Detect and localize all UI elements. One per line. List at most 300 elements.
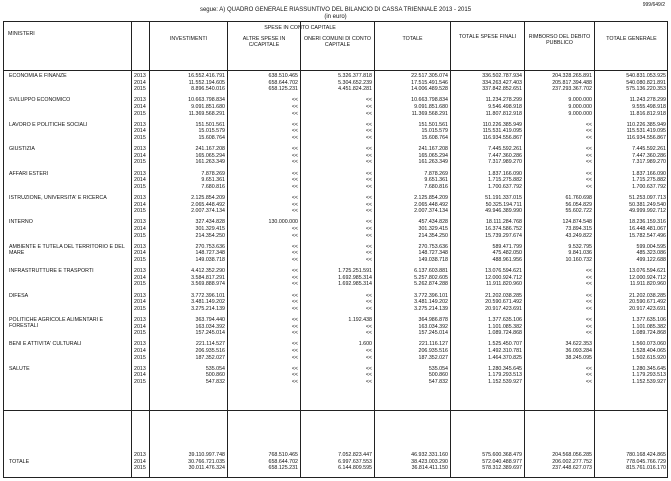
year-label: 2013: [134, 452, 146, 459]
cell-gen: 1.101.085.382: [632, 323, 666, 330]
cell-gen: 110.226.385.949: [626, 121, 666, 128]
cell-tot: 2.065.448.492: [414, 201, 448, 208]
cell-alt: <<: [291, 379, 298, 385]
cell-one: <<: [365, 195, 372, 201]
cell-rim: <<: [585, 305, 592, 312]
cell-inv: 3.584.817.291: [191, 274, 225, 281]
cell-gen: 540.831.053.925: [626, 73, 666, 79]
cell-rim: <<: [585, 183, 592, 190]
cell-alt: <<: [291, 170, 298, 177]
year-label: 2015: [134, 135, 146, 141]
cell-rim: 36.093.284: [565, 348, 592, 354]
cell-rim: <<: [585, 292, 592, 299]
header-investimenti: INVESTIMENTI: [169, 36, 208, 42]
cell-one: 1.692.985.314: [338, 281, 372, 288]
cell-rim: <<: [585, 121, 592, 128]
cell-alt: <<: [291, 128, 298, 135]
cell-inv: 15.015.579: [198, 128, 225, 135]
header-totale-spese-finali: TOTALE SPESE FINALI: [458, 34, 517, 40]
cell-inv: 301.329.415: [195, 226, 225, 232]
cell-alt: <<: [291, 195, 298, 201]
cell-tot: 5.257.802.605: [414, 274, 448, 281]
cell-one: <<: [365, 208, 372, 215]
cell-one: <<: [365, 183, 372, 190]
cell-gen: 1.152.539.927: [632, 379, 666, 385]
cell-gen: 1.560.073.060: [632, 341, 666, 348]
cell-gen: 7.447.360.286: [632, 152, 666, 159]
cell-alt: <<: [291, 177, 298, 184]
cell-gen: 1.089.724.868: [632, 330, 666, 337]
cell-alt: <<: [291, 250, 298, 257]
cell-gen: 11.243.278.299: [629, 97, 666, 104]
cell-inv: 3.569.888.974: [191, 281, 225, 288]
cell-tot: 15.608.764: [421, 135, 448, 141]
page-title: segue: A) QUADRO GENERALE RIASSUNTIVO DEL BILANCIO DI CASSA TRIENNALE 2013 - 2015: [199, 7, 472, 13]
cell-fin: 572.040.488.977: [482, 458, 522, 465]
cell-tot: 3.481.149.202: [414, 299, 448, 306]
cell-alt: <<: [291, 226, 298, 232]
cell-gen: 20.917.423.691: [629, 305, 666, 312]
cell-alt: <<: [291, 274, 298, 281]
cell-rim: 204.568.056.285: [552, 452, 592, 459]
cell-rim: <<: [585, 379, 592, 385]
year-label: 2013: [134, 97, 146, 104]
cell-fin: 20.590.671.492: [485, 299, 522, 306]
year-label: 2014: [134, 458, 146, 465]
cell-rim: <<: [585, 159, 592, 166]
cell-tot: 206.935.516: [418, 348, 448, 354]
year-label: 2013: [134, 195, 146, 201]
cell-inv: 270.753.636: [195, 243, 225, 250]
cell-tot: 9.091.851.680: [414, 104, 448, 110]
cell-gen: 1.700.637.792: [632, 183, 666, 190]
cell-gen: 49.999.992.712: [629, 208, 666, 215]
cell-alt: <<: [291, 348, 298, 354]
cell-inv: 149.038.718: [195, 257, 225, 263]
cell-tot: 11.369.568.291: [411, 110, 448, 117]
cell-gen: 9.555.498.918: [632, 104, 666, 110]
cell-one: <<: [365, 372, 372, 379]
cell-fin: 1.837.166.090: [488, 170, 522, 177]
cell-alt: <<: [291, 146, 298, 153]
cell-fin: 575.600.368.479: [482, 452, 522, 459]
cell-one: <<: [365, 354, 372, 361]
year-label: 2014: [134, 323, 146, 330]
cell-fin: 334.263.427.403: [482, 79, 522, 86]
cell-fin: 12.000.924.712: [485, 274, 522, 281]
cell-tot: 36.814.411.150: [411, 465, 448, 472]
cell-inv: 241.167.208: [195, 146, 225, 153]
cell-alt: 658.644.702: [268, 79, 298, 86]
cell-one: <<: [365, 104, 372, 110]
ministry-name: INFRASTRUTTURE E TRASPORTI: [9, 268, 94, 275]
year-label: 2014: [134, 274, 146, 281]
cell-gen: 11.911.820.960: [629, 281, 666, 288]
cell-fin: 21.202.038.285: [485, 292, 522, 299]
cell-fin: 7.447.360.286: [488, 152, 522, 159]
cell-gen: 15.782.547.496: [629, 232, 666, 239]
cell-fin: 1.089.724.868: [488, 330, 522, 337]
cell-inv: 165.065.294: [195, 152, 225, 159]
year-label: 2015: [134, 257, 146, 263]
cell-rim: <<: [585, 281, 592, 288]
cell-gen: 20.590.671.492: [629, 299, 666, 306]
cell-tot: 161.263.349: [418, 159, 448, 166]
cell-one: <<: [365, 292, 372, 299]
cell-gen: 16.448.481.067: [629, 226, 666, 232]
header-totale-generale: TOTALE GENERALE: [606, 36, 657, 42]
cell-gen: 13.076.594.621: [629, 268, 666, 275]
cell-fin: 475.482.050: [492, 250, 522, 257]
cell-one: <<: [365, 177, 372, 184]
cell-fin: 1.525.450.707: [488, 341, 522, 348]
cell-inv: 163.034.392: [195, 323, 225, 330]
cell-gen: 1.837.166.090: [632, 170, 666, 177]
cell-rim: <<: [585, 170, 592, 177]
ministry-name: SVILUPPO ECONOMICO: [9, 97, 71, 104]
cell-alt: 658.125.231: [268, 465, 298, 472]
cell-fin: 589.471.799: [492, 243, 522, 250]
cell-one: <<: [365, 243, 372, 250]
year-label: 2015: [134, 281, 146, 288]
cell-gen: 575.136.220.353: [626, 86, 666, 93]
cell-one: 1.600: [358, 341, 372, 348]
year-label: 2014: [134, 128, 146, 135]
cell-rim: 204.328.265.891: [552, 73, 592, 79]
cell-gen: 1.377.635.106: [632, 317, 666, 323]
header-rimborso: RIMBORSO DEL DEBITO PUBBLICO: [528, 34, 591, 46]
cell-alt: <<: [291, 135, 298, 141]
cell-tot: 301.329.415: [418, 226, 448, 232]
cell-tot: 3.772.396.101: [414, 292, 448, 299]
cell-one: <<: [365, 170, 372, 177]
cell-inv: 39.110.997.748: [188, 452, 225, 459]
cell-inv: 2.007.374.134: [191, 208, 225, 215]
cell-inv: 9.091.851.680: [191, 104, 225, 110]
year-label: 2014: [134, 201, 146, 208]
cell-fin: 578.312.389.697: [482, 465, 522, 472]
cell-inv: 547.832: [205, 379, 225, 385]
cell-fin: 115.531.419.095: [482, 128, 522, 135]
cell-one: <<: [365, 201, 372, 208]
cell-rim: <<: [585, 146, 592, 153]
cell-gen: 7.445.592.261: [632, 146, 666, 153]
year-label: 2014: [134, 372, 146, 379]
cell-gen: 115.531.419.095: [626, 128, 666, 135]
cell-alt: <<: [291, 305, 298, 312]
cell-one: <<: [365, 110, 372, 117]
cell-inv: 8.896.540.016: [191, 86, 225, 93]
cell-rim: <<: [585, 317, 592, 323]
ministry-name: INTERNO: [9, 219, 33, 226]
year-label: 2015: [134, 183, 146, 190]
cell-gen: 1.528.404.065: [632, 348, 666, 354]
year-label: 2015: [134, 465, 146, 472]
cell-fin: 7.445.592.261: [488, 146, 522, 153]
cell-one: <<: [365, 323, 372, 330]
cell-rim: 237.448.627.073: [552, 465, 592, 472]
cell-one: <<: [365, 365, 372, 372]
header-spese-conto-capitale: SPESE IN CONTO CAPITALE: [264, 25, 336, 31]
cell-inv: 10.663.798.834: [188, 97, 225, 104]
cell-one: <<: [365, 135, 372, 141]
cell-one: <<: [365, 97, 372, 104]
cell-inv: 9.651.361: [201, 177, 225, 184]
cell-alt: <<: [291, 299, 298, 306]
cell-tot: 457.434.828: [418, 219, 448, 226]
cell-tot: 5.262.874.288: [414, 281, 448, 288]
cell-inv: 3.275.214.139: [191, 305, 225, 312]
year-label: 2013: [134, 219, 146, 226]
cell-alt: <<: [291, 281, 298, 288]
cell-inv: 187.352.027: [195, 354, 225, 361]
ministry-name: ISTRUZIONE, UNIVERSITA' E RICERCA: [9, 195, 107, 201]
cell-rim: <<: [585, 323, 592, 330]
cell-inv: 30.011.476.324: [188, 465, 225, 472]
cell-alt: 658.644.702: [268, 458, 298, 465]
cell-gen: 485.323.086: [636, 250, 666, 257]
ministry-name: ECONOMIA E FINANZE: [9, 73, 67, 79]
cell-one: <<: [365, 128, 372, 135]
cell-alt: <<: [291, 232, 298, 239]
cell-one: 6.997.637.553: [338, 458, 372, 465]
cell-fin: 9.546.498.918: [488, 104, 522, 110]
cell-inv: 2.125.854.209: [191, 195, 225, 201]
cell-alt: <<: [291, 243, 298, 250]
ministry-name: POLITICHE AGRICOLE ALIMENTARI E FORESTALI: [9, 317, 104, 330]
ministry-name: BENI E ATTIVITA' CULTURALI: [9, 341, 82, 348]
cell-tot: 22.517.305.074: [411, 73, 448, 79]
cell-gen: 11.816.812.918: [629, 110, 666, 117]
cell-tot: 10.663.798.834: [411, 97, 448, 104]
cell-tot: 17.515.491.546: [411, 79, 448, 86]
ministry-name: GIUSTIZIA: [9, 146, 35, 153]
cell-one: <<: [365, 257, 372, 263]
cell-tot: 535.054: [428, 365, 448, 372]
cell-tot: 221.116.127: [418, 341, 448, 348]
year-label: 2014: [134, 152, 146, 159]
cell-one: 5.326.377.818: [338, 73, 372, 79]
year-label: 2014: [134, 348, 146, 354]
cell-fin: 1.179.293.513: [488, 372, 522, 379]
cell-tot: 214.354.250: [418, 232, 448, 239]
cell-gen: 1.502.615.920: [632, 354, 666, 361]
cell-gen: 499.122.688: [636, 257, 666, 263]
cell-alt: <<: [291, 268, 298, 275]
cell-gen: 12.000.924.712: [629, 274, 666, 281]
cell-alt: <<: [291, 257, 298, 263]
cell-fin: 11.807.812.918: [485, 110, 522, 117]
cell-inv: 151.501.561: [195, 121, 225, 128]
cell-fin: 11.911.820.960: [485, 281, 522, 288]
cell-tot: 38.423.003.290: [411, 458, 448, 465]
cell-one: 1.192.438: [348, 317, 372, 323]
cell-fin: 1.280.345.645: [488, 365, 522, 372]
cell-one: <<: [365, 348, 372, 354]
cell-alt: <<: [291, 372, 298, 379]
cell-fin: 116.934.556.867: [482, 135, 522, 141]
year-label: 2015: [134, 305, 146, 312]
ministry-name: TOTALE: [9, 458, 30, 465]
cell-rim: 61.760.698: [565, 195, 592, 201]
cell-alt: 768.510.465: [268, 452, 298, 459]
cell-one: <<: [365, 152, 372, 159]
cell-fin: 49.946.389.990: [485, 208, 522, 215]
cell-inv: 2.065.448.492: [191, 201, 225, 208]
cell-alt: <<: [291, 97, 298, 104]
cell-alt: <<: [291, 323, 298, 330]
year-label: 2015: [134, 110, 146, 117]
cell-inv: 148.727.348: [195, 250, 225, 257]
cell-tot: 157.245.014: [418, 330, 448, 337]
ministry-name: SALUTE: [9, 365, 30, 372]
cell-tot: 7.680.816: [424, 183, 448, 190]
year-label: 2013: [134, 243, 146, 250]
cell-alt: <<: [291, 292, 298, 299]
cell-alt: <<: [291, 317, 298, 323]
cell-fin: 20.917.423.691: [485, 305, 522, 312]
year-label: 2013: [134, 170, 146, 177]
cell-rim: <<: [585, 330, 592, 337]
cell-rim: <<: [585, 274, 592, 281]
cell-one: <<: [365, 330, 372, 337]
cell-inv: 327.434.828: [195, 219, 225, 226]
cell-inv: 15.608.764: [198, 135, 225, 141]
cell-one: <<: [365, 379, 372, 385]
cell-rim: <<: [585, 135, 592, 141]
header-altre-spese: ALTRE SPESE IN C/CAPITALE: [242, 36, 286, 48]
cell-alt: <<: [291, 183, 298, 190]
cell-rim: <<: [585, 365, 592, 372]
cell-fin: 1.377.635.106: [488, 317, 522, 323]
cell-tot: 547.832: [428, 379, 448, 385]
cell-tot: 364.986.878: [418, 317, 448, 323]
cell-inv: 535.054: [205, 365, 225, 372]
cell-gen: 780.168.424.865: [626, 452, 666, 459]
cell-inv: 4.412.352.290: [191, 268, 225, 275]
cell-rim: 55.602.722: [565, 208, 592, 215]
cell-gen: 7.317.989.270: [632, 159, 666, 166]
cell-gen: 540.080.821.891: [626, 79, 666, 86]
cell-fin: 15.739.297.674: [485, 232, 522, 239]
year-label: 2013: [134, 73, 146, 79]
cell-gen: 778.045.766.729: [626, 458, 666, 465]
cell-rim: 43.249.822: [565, 232, 592, 239]
cell-rim: <<: [585, 268, 592, 275]
cell-one: <<: [365, 226, 372, 232]
cell-one: <<: [365, 146, 372, 153]
year-label: 2013: [134, 121, 146, 128]
cell-inv: 7.680.816: [201, 183, 225, 190]
cell-inv: 11.369.568.291: [188, 110, 225, 117]
year-label: 2014: [134, 177, 146, 184]
cell-inv: 7.878.269: [201, 170, 225, 177]
cell-tot: 500.860: [428, 372, 448, 379]
cell-gen: 1.179.293.513: [632, 372, 666, 379]
cell-rim: 73.894.315: [565, 226, 592, 232]
cell-fin: 110.226.385.949: [482, 121, 522, 128]
cell-gen: 815.761.016.170: [626, 465, 666, 472]
cell-one: <<: [365, 299, 372, 306]
cell-one: 6.144.809.595: [338, 465, 372, 472]
cell-gen: 599.004.595: [636, 243, 666, 250]
year-label: 2013: [134, 292, 146, 299]
cell-rim: <<: [585, 152, 592, 159]
page-subtitle: (in euro): [324, 14, 347, 20]
cell-one: 1.725.251.591: [338, 268, 372, 275]
cell-one: 4.451.824.281: [338, 86, 372, 93]
cell-fin: 1.152.539.927: [488, 379, 522, 385]
cell-one: 1.692.985.314: [338, 274, 372, 281]
cell-inv: 500.860: [205, 372, 225, 379]
cell-rim: 9.000.000: [568, 110, 592, 117]
cell-gen: 51.253.097.713: [629, 195, 666, 201]
cell-rim: <<: [585, 177, 592, 184]
cell-tot: 2.125.854.209: [414, 195, 448, 201]
year-label: 2015: [134, 330, 146, 337]
cell-fin: 51.191.337.015: [485, 195, 522, 201]
year-label: 2015: [134, 159, 146, 166]
cell-tot: 46.932.331.160: [411, 452, 448, 459]
cell-rim: 10.160.732: [565, 257, 592, 263]
cell-fin: 1.492.310.781: [488, 348, 522, 354]
cell-alt: <<: [291, 330, 298, 337]
cell-tot: 6.137.603.881: [414, 268, 448, 275]
ministry-name: DIFESA: [9, 292, 29, 299]
cell-alt: <<: [291, 152, 298, 159]
cell-tot: 7.878.269: [424, 170, 448, 177]
cell-alt: <<: [291, 354, 298, 361]
cell-alt: <<: [291, 208, 298, 215]
cell-fin: 11.234.278.299: [485, 97, 522, 104]
cell-one: <<: [365, 305, 372, 312]
cell-fin: 488.961.956: [492, 257, 522, 263]
header-ministeri: MINISTERI: [8, 31, 35, 37]
cell-alt: <<: [291, 365, 298, 372]
ministry-name: AFFARI ESTERI: [9, 170, 49, 177]
year-label: 2015: [134, 379, 146, 385]
year-label: 2014: [134, 299, 146, 306]
cell-fin: 16.374.586.752: [485, 226, 522, 232]
cell-inv: 16.552.416.791: [188, 73, 225, 79]
year-label: 2014: [134, 104, 146, 110]
cell-alt: <<: [291, 159, 298, 166]
cell-one: 7.052.823.447: [338, 452, 372, 459]
cell-rim: 56.054.829: [565, 201, 592, 208]
header-totale-cc: TOTALE: [402, 36, 423, 42]
ministry-name: AMBIENTE E TUTELA DEL TERRITORIO E DEL MARE: [9, 243, 125, 256]
cell-rim: 38.245.095: [565, 354, 592, 361]
cell-gen: 116.934.556.867: [626, 135, 666, 141]
cell-one: <<: [365, 250, 372, 257]
cell-gen: 50.381.249.540: [629, 201, 666, 208]
cell-one: <<: [365, 232, 372, 239]
cell-inv: 3.481.149.202: [191, 299, 225, 306]
year-label: 2015: [134, 354, 146, 361]
cell-tot: 15.015.579: [421, 128, 448, 135]
cell-alt: <<: [291, 121, 298, 128]
cell-alt: <<: [291, 110, 298, 117]
cell-tot: 3.275.214.139: [414, 305, 448, 312]
cell-tot: 165.065.294: [418, 152, 448, 159]
cell-fin: 1.101.085.382: [488, 323, 522, 330]
cell-inv: 221.114.527: [195, 341, 225, 348]
cell-fin: 1.464.370.825: [488, 354, 522, 361]
cell-alt: <<: [291, 104, 298, 110]
cell-alt: 130.000.000: [268, 219, 298, 226]
cell-fin: 336.502.787.934: [482, 73, 522, 79]
cell-rim: 9.841.036: [568, 250, 592, 257]
